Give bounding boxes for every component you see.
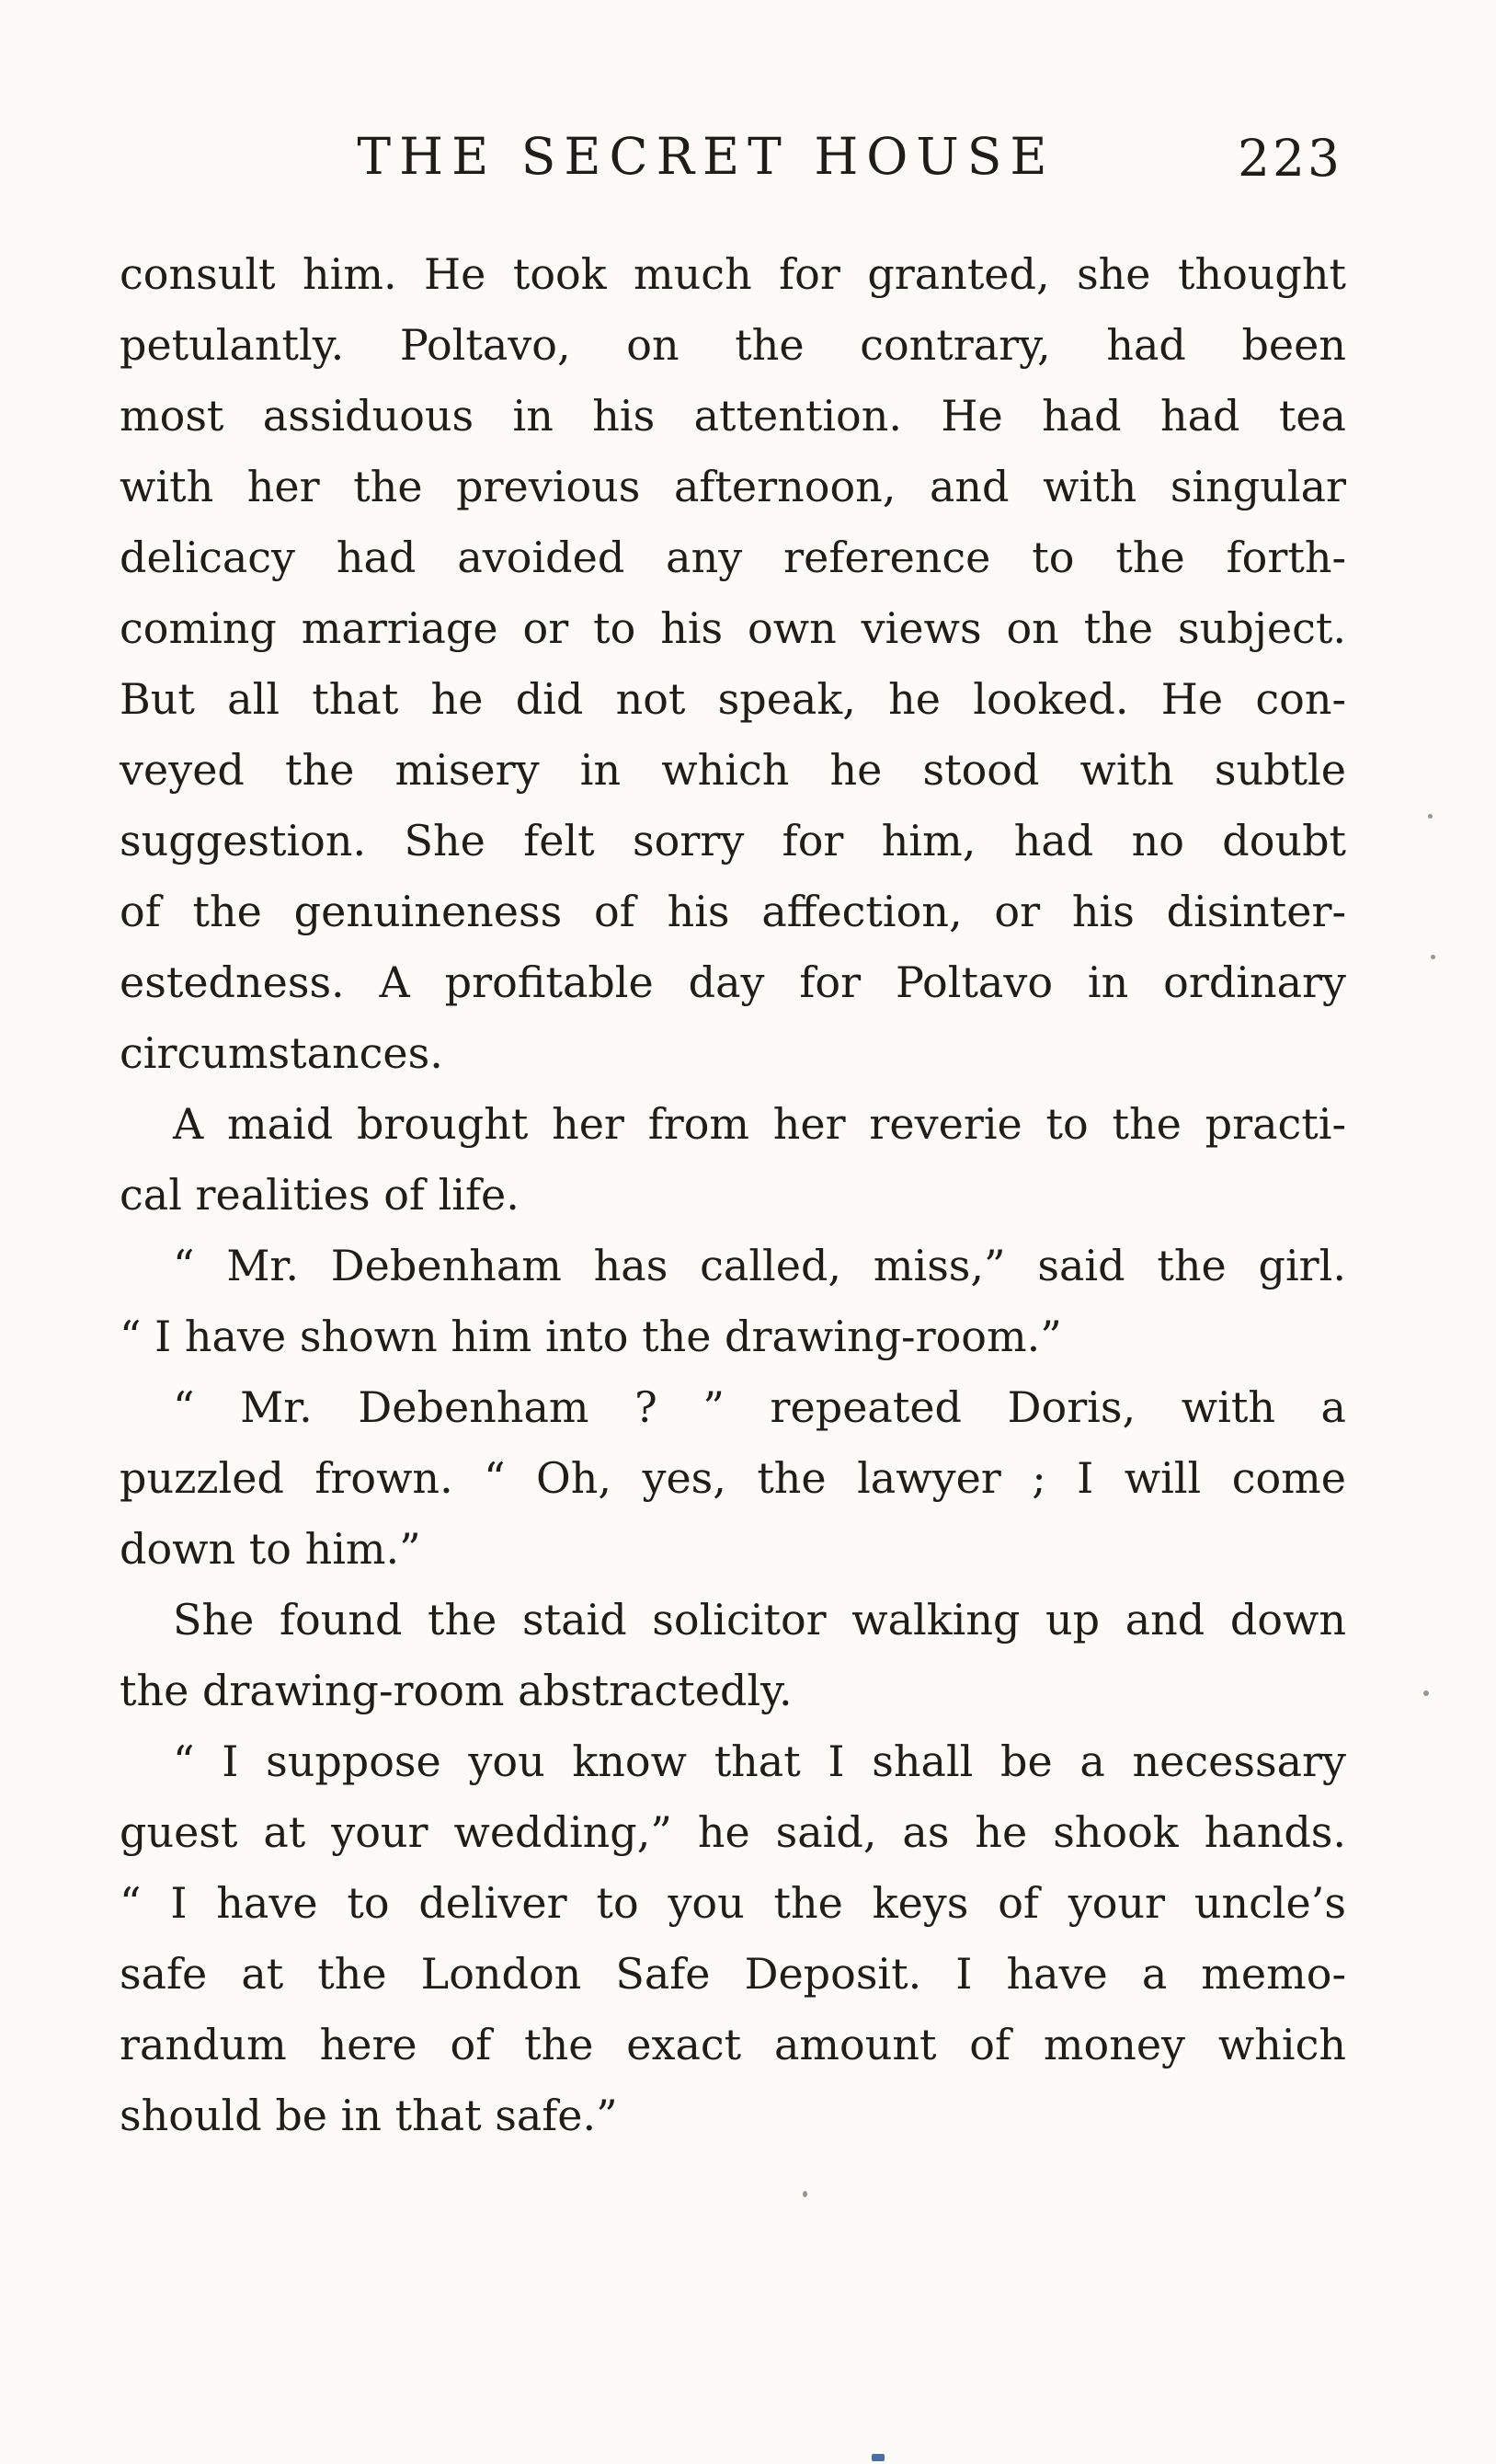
paragraph (120, 1585, 1346, 1726)
text-line: the drawing-room abstractedly. (120, 1666, 793, 1715)
paragraph (120, 1372, 1346, 1585)
text-line: of the genuineness of his affection, or his disinter- (120, 887, 1346, 936)
page-header (120, 127, 1346, 210)
paragraph (120, 1089, 1346, 1231)
text-line: veyed the misery in which he stood with subtle (120, 745, 1346, 795)
text-line: most assiduous in his attention. He had had tea (120, 391, 1346, 441)
text-line: guest at your wedding,” he said, as he shook hands. (120, 1807, 1346, 1857)
text-line: circumstances. (120, 1028, 443, 1078)
scan-speck (872, 2454, 885, 2461)
text-line: coming marriage or to his own views on the subject. (120, 603, 1346, 653)
text-line: “ I suppose you know that I shall be a necessary (173, 1736, 1346, 1786)
text-line: She found the staid solicitor walking up and down (173, 1595, 1346, 1645)
page-title: THE SECRET HOUSE (357, 127, 1056, 186)
text-line: cal realities of life. (120, 1170, 520, 1220)
text-line: puzzled frown. “ Oh, yes, the lawyer ; I will come (120, 1453, 1346, 1503)
paragraph (120, 1231, 1346, 1372)
paragraph (120, 239, 1346, 1089)
text-line: consult him. He took much for granted, she thought (120, 249, 1346, 299)
text-line: with her the previous afternoon, and with singular (120, 462, 1346, 511)
text-line: randum here of the exact amount of money which (120, 2020, 1346, 2069)
text-line: petulantly. Poltavo, on the contrary, had been (120, 320, 1346, 370)
page-number: 223 (1238, 129, 1342, 188)
text-line: “ I have shown him into the drawing-room.” (120, 1312, 1062, 1361)
scan-speck (1423, 1690, 1429, 1696)
scan-speck (803, 2191, 807, 2197)
text-line: “ Mr. Debenham ? ” repeated Doris, with a (173, 1382, 1346, 1432)
text-line: suggestion. She felt sorry for him, had no doubt (120, 816, 1346, 865)
text-line: safe at the London Safe Deposit. I have a memo- (120, 1949, 1346, 1999)
text-line: But all that he did not speak, he looked. He con- (120, 674, 1346, 724)
text-line: estedness. A profitable day for Poltavo in ordinary (120, 957, 1346, 1007)
text-block (120, 239, 1346, 2151)
text-line: “ I have to deliver to you the keys of your uncle’s (120, 1878, 1346, 1928)
scan-speck (1431, 955, 1435, 959)
text-line: should be in that safe.” (120, 2091, 618, 2140)
text-line: “ Mr. Debenham has called, miss,” said the girl. (173, 1241, 1346, 1290)
text-line: delicacy had avoided any reference to the forth- (120, 533, 1346, 582)
paragraph (120, 1726, 1346, 2151)
text-line: down to him.” (120, 1524, 421, 1574)
scan-speck (1428, 814, 1433, 819)
text-line: A maid brought her from her reverie to the practi- (173, 1099, 1346, 1149)
